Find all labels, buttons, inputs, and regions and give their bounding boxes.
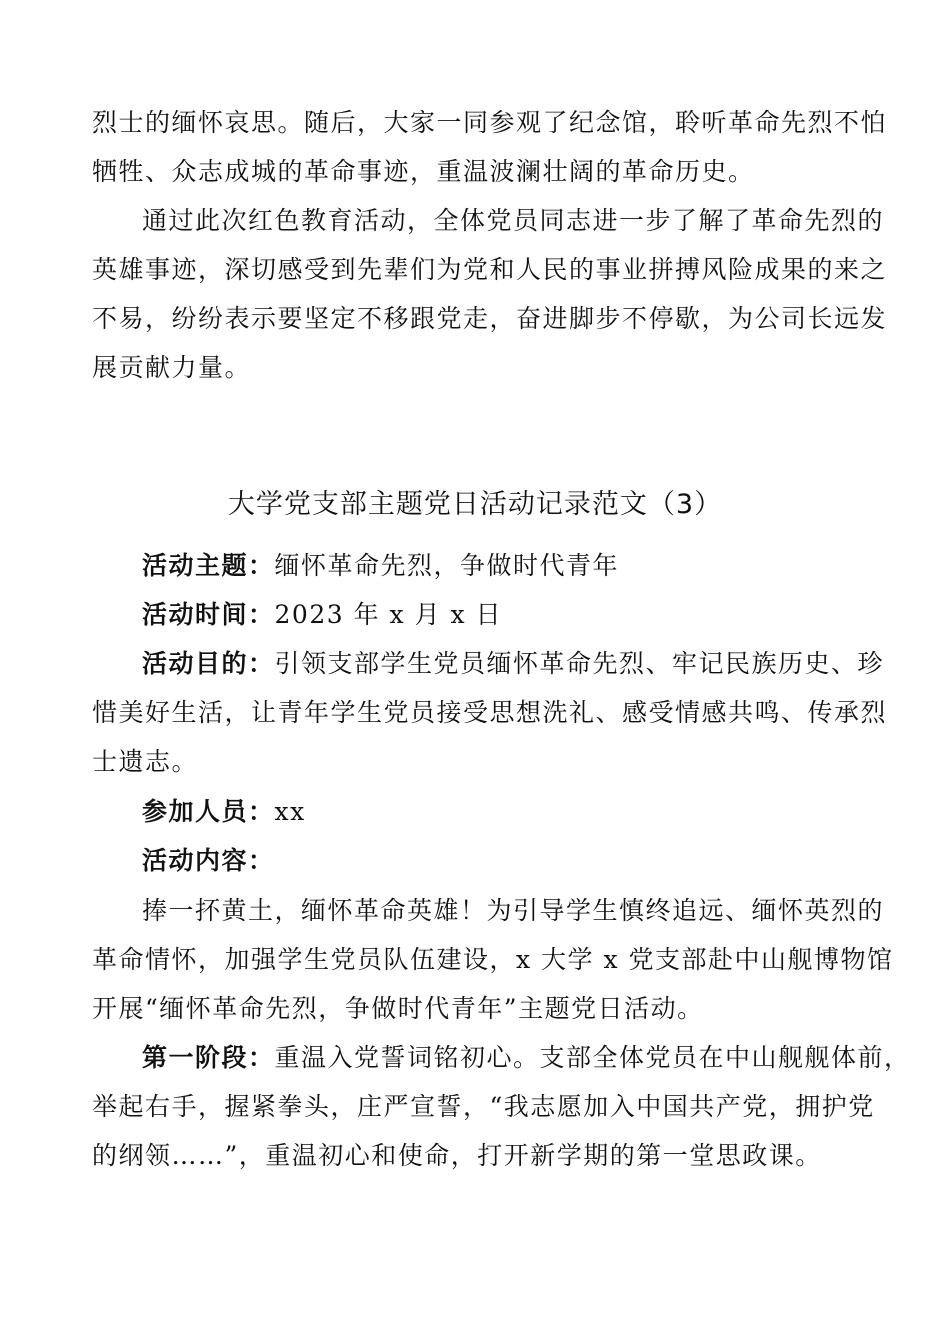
paragraph-line: 捧一抔黄土，缅怀革命英雄！为引导学生慎终追远、缅怀英烈的 (142, 896, 885, 925)
stage1-label: 第一阶段： (142, 1043, 275, 1072)
time-label: 活动时间： (142, 600, 275, 629)
paragraph-line: 举起右手，握紧拳头，庄严宣誓，“我志愿加入中国共产党，拥护党 (92, 1092, 875, 1121)
paragraph-line: 惜美好生活，让青年学生党员接受思想洗礼、感受情感共鸣、传承烈 (92, 698, 888, 727)
participants-label: 参加人员： (142, 797, 275, 826)
document-title: 大学党支部主题党日活动记录范文（3） (227, 489, 723, 520)
paragraph-line: 士遗志。 (92, 747, 199, 776)
paragraph-line: 革命情怀，加强学生党员队伍建设，x 大学 x 党支部赴中山舰博物馆 (92, 945, 894, 974)
participants-line (142, 797, 306, 827)
stage1-value: 重温入党誓词铭初心。支部全体党员在中山舰舰体前， (274, 1043, 911, 1072)
participants-value: xx (274, 797, 306, 826)
purpose-value: 引领支部学生党员缅怀革命先烈、牢记民族历史、珍 (274, 649, 885, 678)
paragraph-line: 的纲领……”，重温初心和使命，打开新学期的第一堂思政课。 (92, 1141, 822, 1170)
paragraph-line: 不易，纷纷表示要坚定不移跟党走，奋进脚步不停歇，为公司长远发 (92, 304, 888, 333)
stage1-line (142, 1043, 911, 1073)
purpose-line (142, 649, 884, 679)
paragraph-line: 开展“缅怀革命先烈，争做时代青年”主题党日活动。 (92, 994, 704, 1023)
time-line (142, 600, 502, 630)
purpose-label: 活动目的： (142, 649, 275, 678)
time-value: 2023 年 x 月 x 日 (274, 600, 503, 629)
paragraph-line: 牺牲、众志成城的革命事迹，重温波澜壮阔的革命历史。 (92, 157, 755, 186)
paragraph-line: 通过此次红色教育活动，全体党员同志进一步了解了革命先烈的 (142, 206, 885, 235)
paragraph-line: 展贡献力量。 (92, 353, 252, 382)
content-label: 活动内容： (142, 846, 275, 875)
theme-label: 活动主题： (142, 551, 275, 580)
theme-value: 缅怀革命先烈，争做时代青年 (274, 551, 620, 580)
paragraph-line: 英雄事迹，深切感受到先辈们为党和人民的事业拼搏风险成果的来之 (92, 255, 888, 284)
content-heading (142, 846, 275, 876)
theme-line (142, 551, 619, 581)
paragraph-line: 烈士的缅怀哀思。随后，大家一同参观了纪念馆，聆听革命先烈不怕 (92, 108, 888, 137)
